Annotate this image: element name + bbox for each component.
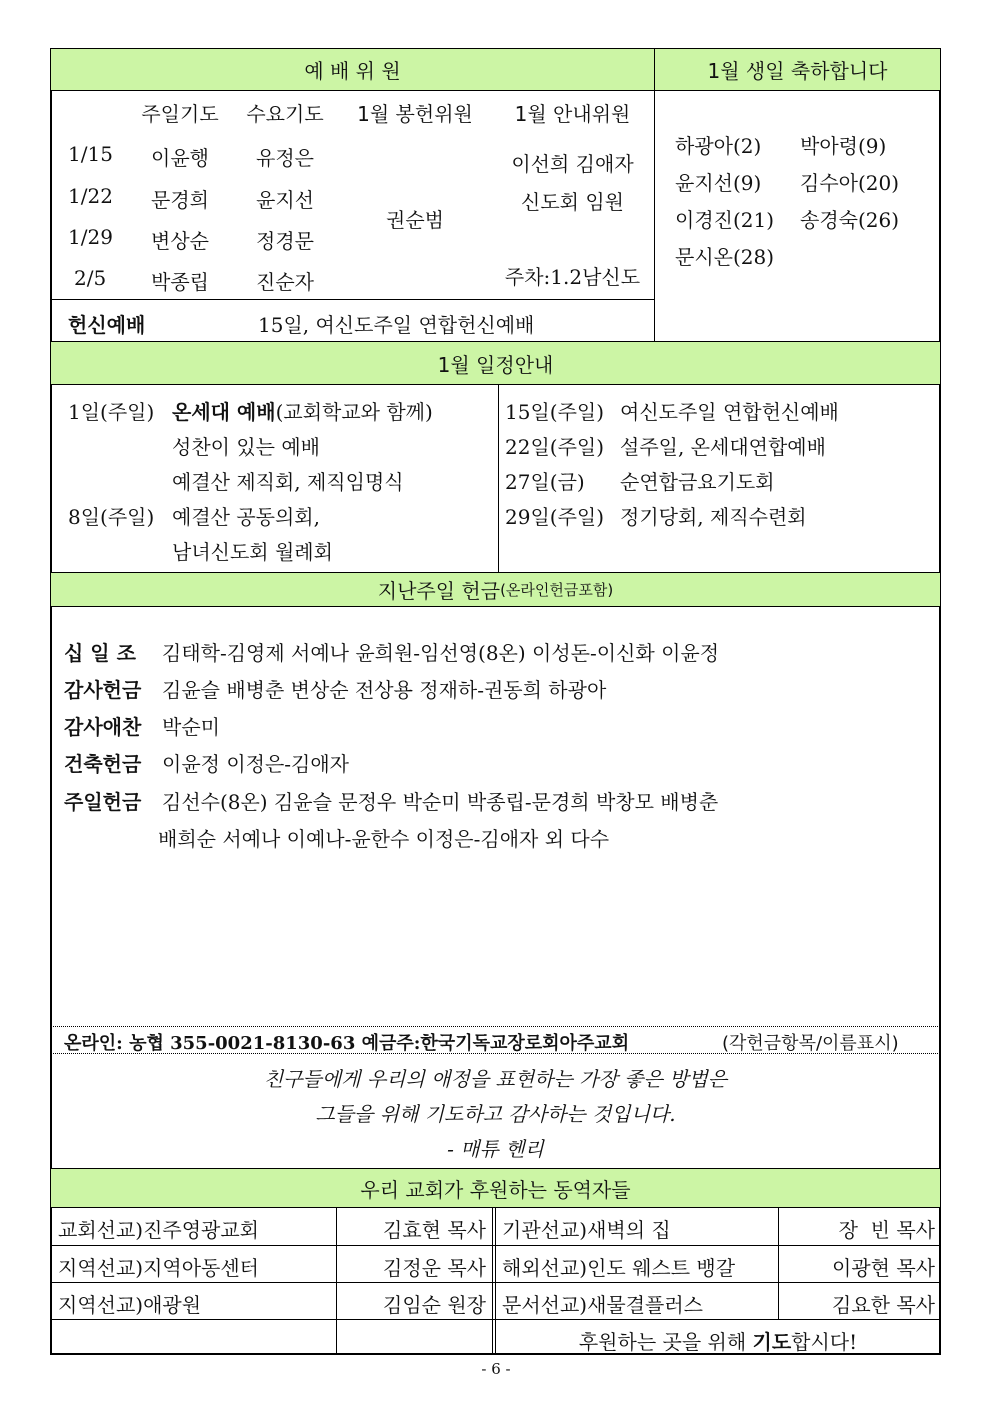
ministry-org: 지역선교)지역아동센터 xyxy=(58,1256,260,1280)
schedule-event: 설주일, 온세대연합예배 xyxy=(620,435,826,459)
birthday-name: 윤지선(9) xyxy=(675,171,762,195)
birthday-header: 1월 생일 축하합니다 xyxy=(655,49,940,90)
birthday-name: 문시온(28) xyxy=(675,245,775,269)
wednesday-prayer-name: 정경문 xyxy=(256,229,314,253)
col-usher-committee: 1월 안내위원 xyxy=(514,102,631,126)
usher-group: 신도회 임원 xyxy=(521,190,624,214)
schedule-day: 22일(주일) xyxy=(505,435,605,459)
dedication-label: 헌신예배 xyxy=(68,313,146,337)
online-account: 온라인: 농협 355-0021-8130-63 예금주:한국기독교장로회아주교회 xyxy=(64,1033,630,1054)
ministry-org: 지역선교)애광원 xyxy=(58,1293,202,1317)
schedule-day: 1일(주일) xyxy=(68,400,155,424)
ministry-person: 장 빈 목사 xyxy=(838,1218,935,1242)
schedule-day: 15일(주일) xyxy=(505,400,605,424)
worship-committee-header: 예 배 위 원 xyxy=(51,49,654,90)
ministry-person: 김요한 목사 xyxy=(832,1293,935,1317)
birthday-name: 송경숙(26) xyxy=(800,208,900,232)
offering-names: 이윤정 이정은-김애자 xyxy=(162,752,349,776)
supported-ministries-header: 우리 교회가 후원하는 동역자들 xyxy=(51,1169,940,1207)
sunday-prayer-name: 문경희 xyxy=(151,188,209,212)
schedule-event: 여신도주일 연합헌신예배 xyxy=(620,400,839,424)
offering-label: 건축헌금 xyxy=(64,752,142,776)
quote-author: - 매튜 헨리 xyxy=(447,1137,544,1161)
schedule-day: 8일(주일) xyxy=(68,505,155,529)
worship-date: 1/29 xyxy=(68,225,113,249)
schedule-event: 순연합금요기도회 xyxy=(620,470,775,494)
schedule-event: 성찬이 있는 예배 xyxy=(172,435,320,459)
worship-date: 1/22 xyxy=(68,184,113,208)
ministry-org: 교회선교)진주영광교회 xyxy=(58,1218,260,1242)
birthday-name: 하광아(2) xyxy=(675,134,762,158)
offering-header: 지난주일 헌금 (온라인헌금포함) xyxy=(51,573,940,606)
schedule-event: 예결산 제직회, 제직임명식 xyxy=(172,470,404,494)
offering-names-continued: 배희순 서예나 이예나-윤한수 이정은-김애자 외 다수 xyxy=(158,827,610,851)
schedule-event: 온세대 예배(교회학교와 함께) xyxy=(172,400,433,424)
schedule-event: 남녀신도회 월례회 xyxy=(172,540,333,564)
col-offering-committee: 1월 봉헌위원 xyxy=(357,102,473,126)
offering-label: 주일헌금 xyxy=(64,790,142,814)
offering-committee-name: 권순범 xyxy=(386,208,444,232)
birthday-name: 이경진(21) xyxy=(675,208,775,232)
offering-label: 십 일 조 xyxy=(64,641,136,665)
ministry-org: 해외선교)인도 웨스트 뱅갈 xyxy=(502,1256,736,1280)
sunday-prayer-name: 변상순 xyxy=(151,229,209,253)
schedule-header: 1월 일정안내 xyxy=(51,342,940,384)
wednesday-prayer-name: 진순자 xyxy=(256,270,314,294)
birthday-name: 김수아(20) xyxy=(800,171,900,195)
offering-names: 김선수(8온) 김윤슬 문정우 박순미 박종립-문경희 박창모 배병춘 xyxy=(162,790,719,814)
ministry-person: 김임순 원장 xyxy=(383,1293,486,1317)
offering-label: 감사애찬 xyxy=(64,715,142,739)
schedule-event: 정기당회, 제직수련회 xyxy=(620,505,807,529)
parking-duty: 주차:1.2남신도 xyxy=(504,265,641,289)
ministry-person: 이광현 목사 xyxy=(832,1256,935,1280)
quote-line: 친구들에게 우리의 애정을 표현하는 가장 좋은 방법은 xyxy=(263,1067,728,1091)
offering-names: 김윤슬 배병춘 변상순 전상용 정재하-권동희 하광아 xyxy=(162,678,607,702)
schedule-day: 27일(금) xyxy=(505,470,585,494)
col-wednesday-prayer: 수요기도 xyxy=(246,102,324,126)
wednesday-prayer-name: 유정은 xyxy=(256,146,314,170)
col-sunday-prayer: 주일기도 xyxy=(141,102,219,126)
offering-names: 김태학-김영제 서예나 윤희원-임선영(8온) 이성돈-이신화 이윤정 xyxy=(162,641,720,665)
page-number: - 6 - xyxy=(481,1360,511,1378)
worship-date: 2/5 xyxy=(74,266,107,290)
schedule-event: 예결산 공동의회, xyxy=(172,505,320,529)
quote-line: 그들을 위해 기도하고 감사하는 것입니다. xyxy=(315,1102,676,1126)
sunday-prayer-name: 이윤행 xyxy=(151,146,209,170)
closing-prayer-text: 후원하는 곳을 위해 기도합시다! xyxy=(578,1330,858,1354)
ministry-org: 문서선교)새물결플러스 xyxy=(502,1293,704,1317)
ministry-person: 김정운 목사 xyxy=(383,1256,486,1280)
online-account-note: (각헌금항목/이름표시) xyxy=(722,1033,899,1054)
wednesday-prayer-name: 윤지선 xyxy=(256,188,314,212)
sunday-prayer-name: 박종립 xyxy=(151,270,209,294)
usher-names: 이선희 김애자 xyxy=(511,152,634,176)
offering-label: 감사헌금 xyxy=(64,678,142,702)
schedule-day: 29일(주일) xyxy=(505,505,605,529)
ministry-person: 김효현 목사 xyxy=(383,1218,486,1242)
dedication-text: 15일, 여신도주일 연합헌신예배 xyxy=(258,313,535,337)
worship-date: 1/15 xyxy=(68,142,113,166)
birthday-name: 박아령(9) xyxy=(800,134,887,158)
ministry-org: 기관선교)새벽의 집 xyxy=(502,1218,671,1242)
offering-names: 박순미 xyxy=(162,715,220,739)
